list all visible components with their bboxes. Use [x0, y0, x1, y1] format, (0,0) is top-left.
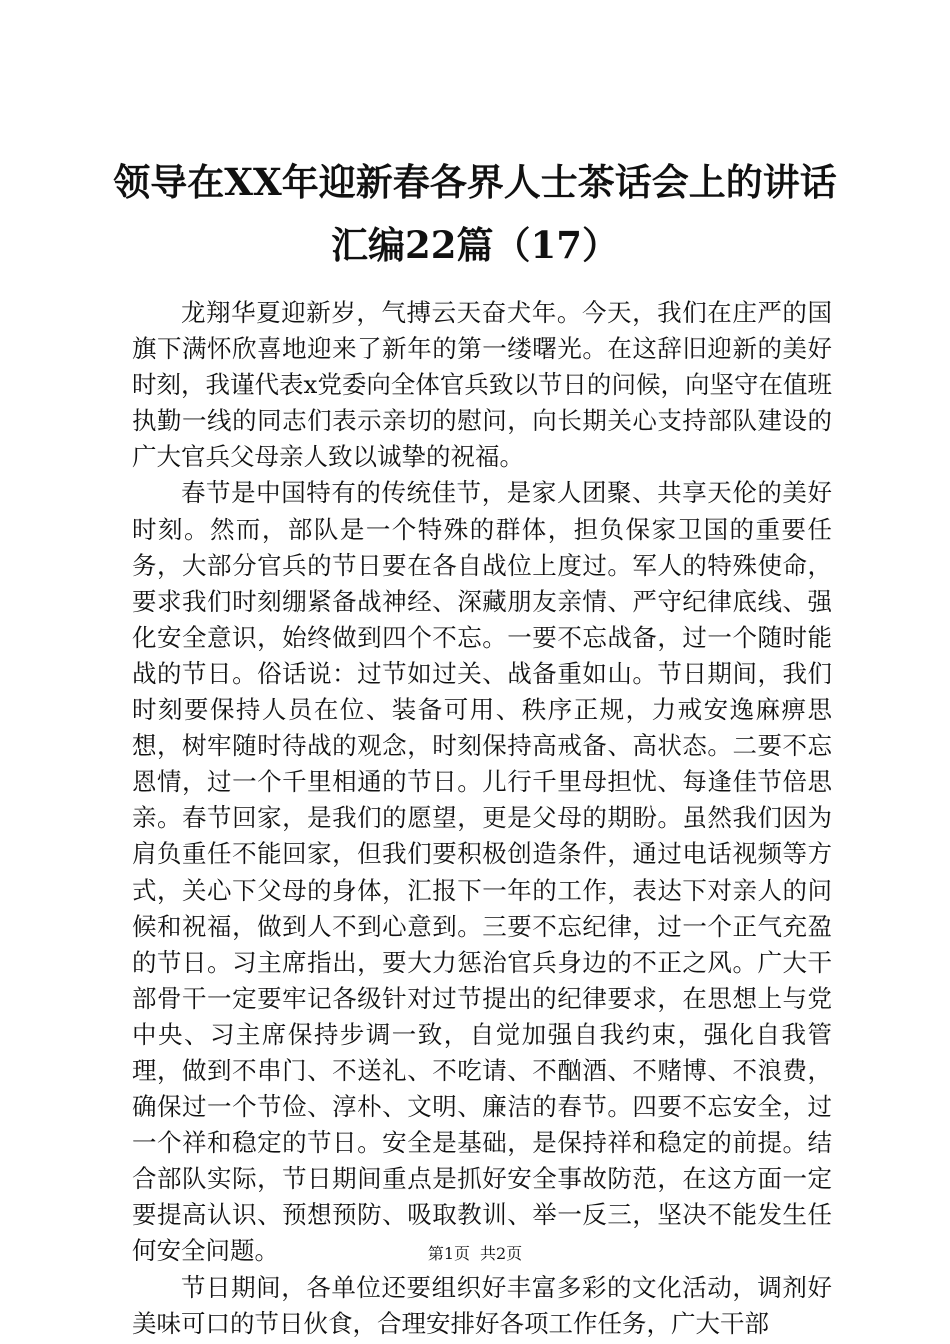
page-footer: [0, 1244, 950, 1264]
page-number: 第1页: [427, 1244, 470, 1263]
body-paragraph-2: 春节是中国特有的传统佳节，是家人团聚、共享天伦的美好时刻。然而，部队是一个特殊的群体，担负保家卫国的重要任务，大部分官兵的节日要在各自战位上度过。军人的特殊使命，要求我们时刻绷紧备战神经、深藏朋友亲情、严守纪律底线、强化安全意识，始终做到四个不忘。一要不忘战备，过一个随时能战的节日。俗话说：过节如过关、战备重如山。节日期间，我们时刻要保持人员在位、装备可用、秩序正规，力戒安逸麻痹思想，树牢随时待战的观念，时刻保持高戒备、高状态。二要不忘恩情，过一个千里相通的节日。儿行千里母担忧、每逢佳节倍思亲。春节回家，是我们的愿望，更是父母的期盼。虽然我们因为肩负重任不能回家，但我们要积极创造条件，通过电话视频等方式，关心下父母的身体，汇报下一年的工作，表达下对亲人的问候和祝福，做到人不到心意到。三要不忘纪律，过一个正气充盈的节日。习主席指出，要大力惩治官兵身边的不正之风。广大干部骨干一定要牢记各级针对过节提出的纪律要求，在思想上与党中央、习主席保持步调一致，自觉加强自我约束，强化自我管理，做到不串门、不送礼、不吃请、不酗酒、不赌博、不浪费，确保过一个节俭、淳朴、文明、廉洁的春节。四要不忘安全，过一个祥和稳定的节日。安全是基础，是保持祥和稳定的前提。结合部队实际，节日期间重点是抓好安全事故防范，在这方面一定要提高认识、预想预防、吸取教训、举一反三，坚决不能发生任何安全问题。: [132, 478, 832, 1266]
document-body: [132, 295, 832, 1342]
body-paragraph-1: 龙翔华夏迎新岁，气搏云天奋犬年。今天，我们在庄严的国旗下满怀欣喜地迎来了新年的第一缕曙光。在这辞旧迎新的美好时刻，我谨代表x党委向全体官兵致以节日的问候，向坚守在值班执勤一线的同志们表示亲切的慰问，向长期关心支持部队建设的广大官兵父母亲人致以诚挚的祝福。: [132, 298, 832, 472]
body-paragraph-3: 节日期间，各单位还要组织好丰富多彩的文化活动，调剂好美味可口的节日伙食，合理安排好各项工作任务，广大干部: [132, 1272, 832, 1338]
document-title-line-2: 汇编22篇（17）: [331, 223, 619, 267]
document-title-line-1: 领导在XX年迎新春各界人士茶话会上的讲话: [113, 160, 837, 204]
page-total: 共2页: [480, 1244, 523, 1263]
